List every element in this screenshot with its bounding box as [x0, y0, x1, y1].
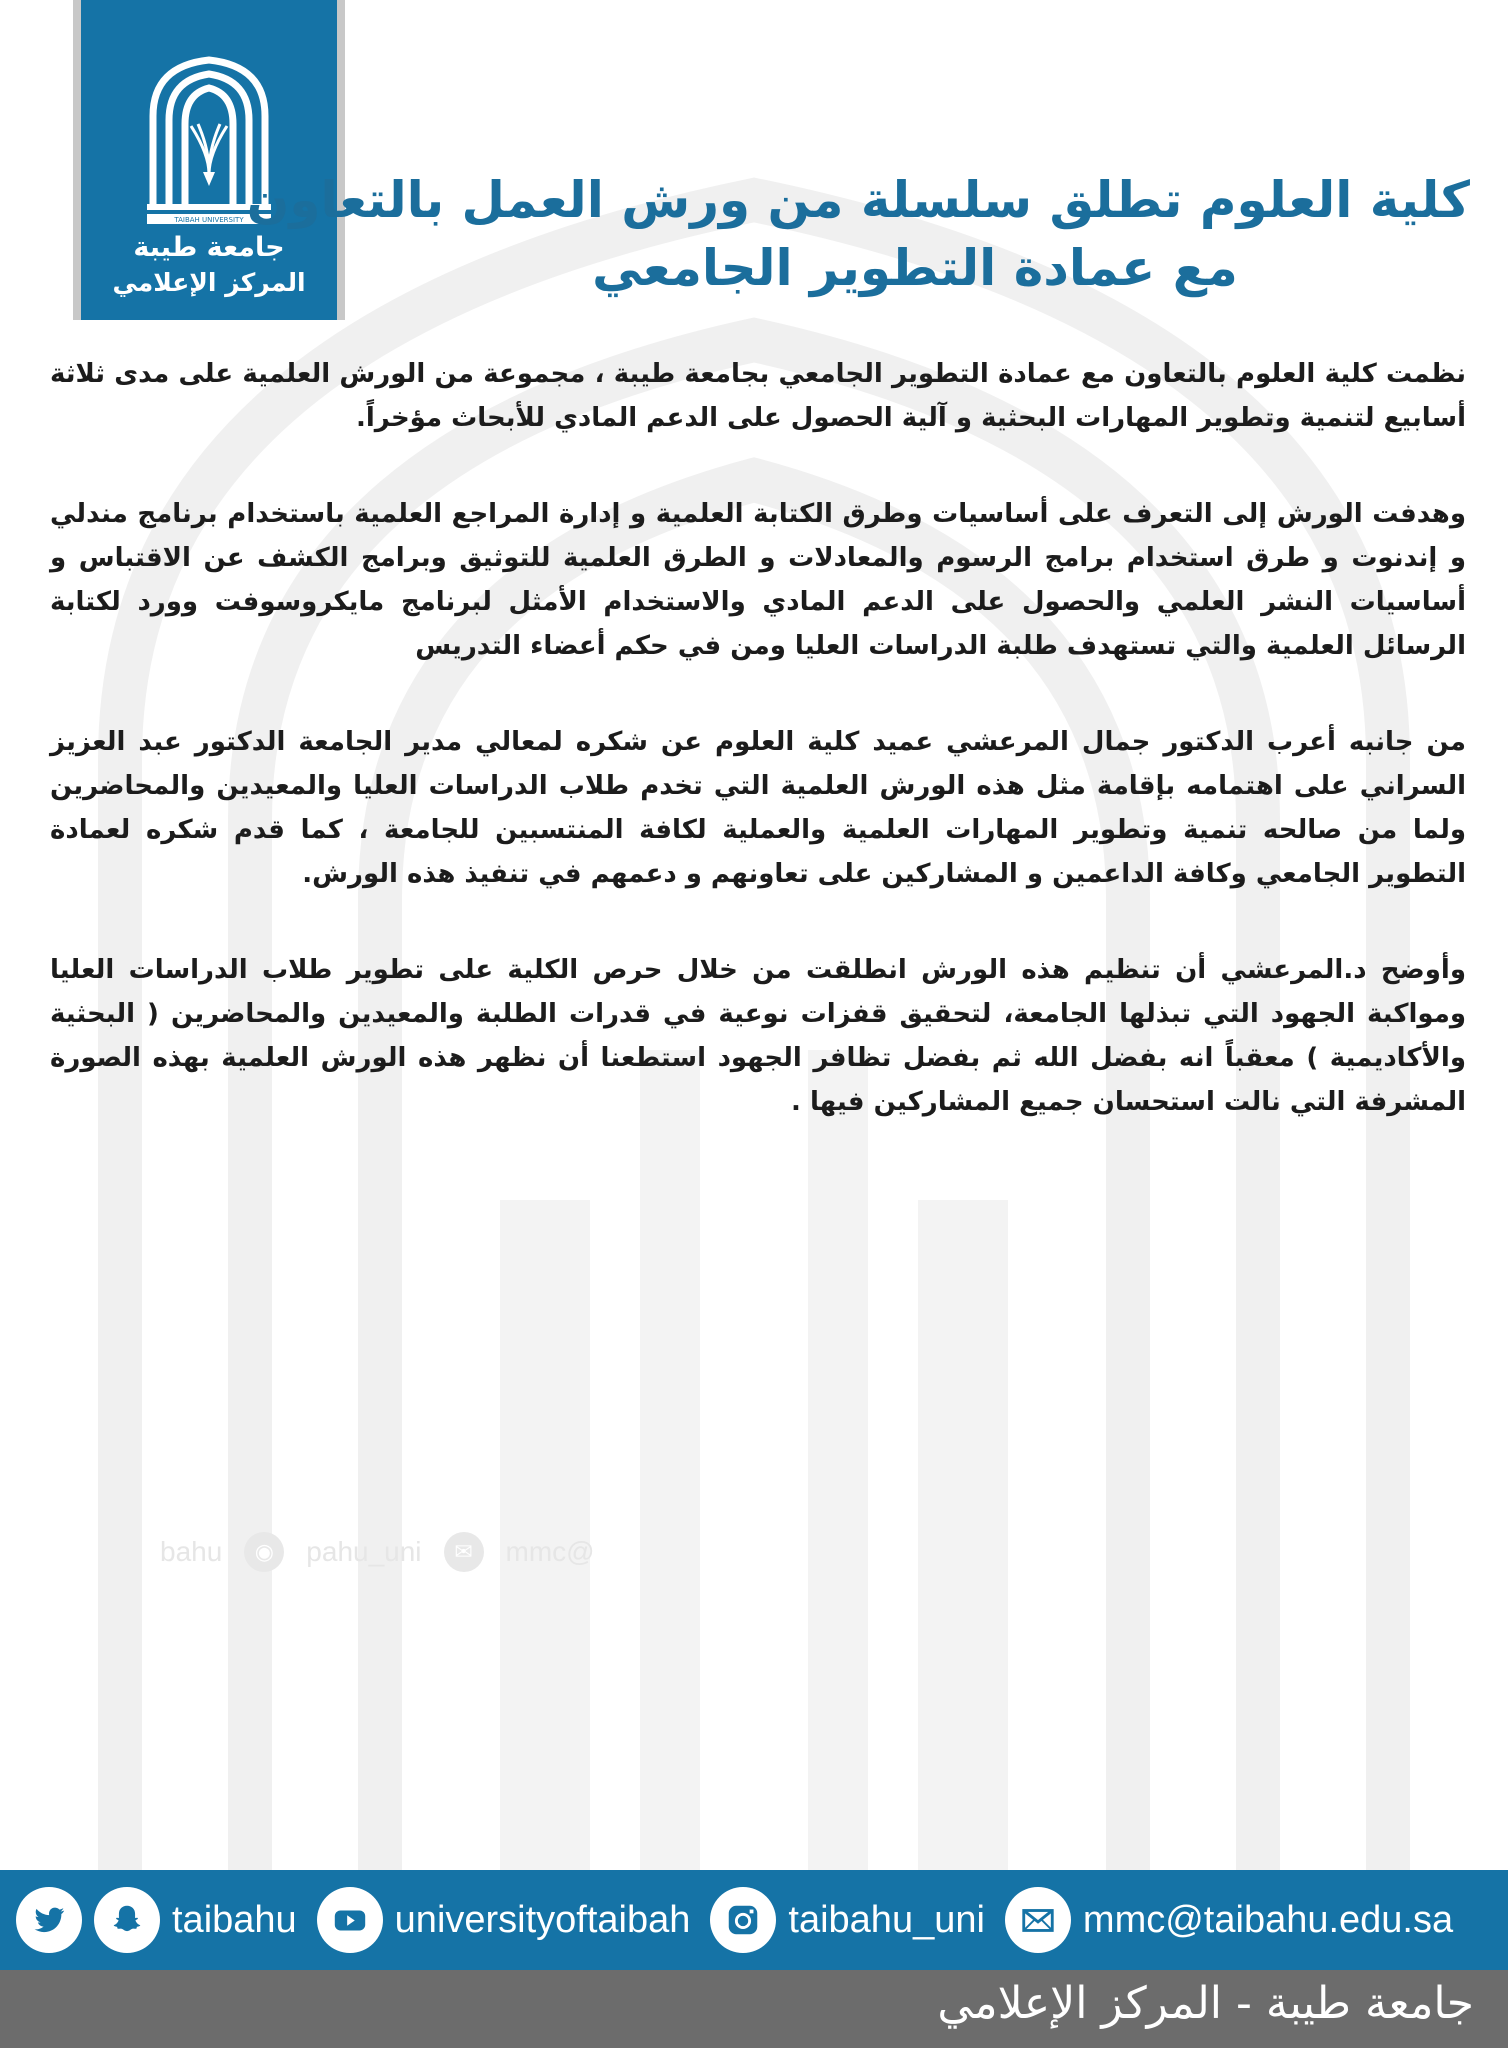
faded-handle-3: mmc@ [505, 1536, 595, 1567]
logo-box [73, 0, 345, 320]
article-paragraph-4: وأوضح د.المرعشي أن تنظيم هذه الورش انطلقت من خلال حرص الكلية على تطوير طلاب الدراسات العليا ومواكبة الجهود التي تبذلها الجامعة، لتحقيق قفزات نوعية في قدرات الطلبة والمعيدين والمحاضرين ( البحثية والأكاديمية ) معقباً انه بفضل الله ثم بفضل تظافر الجهود استطعنا أن نظهر هذه الورش العلمية بهذه الصورة المشرفة التي نالت استحسان جميع المشاركين فيها . [50, 955, 1466, 1117]
page-title [246, 166, 1470, 302]
article-paragraph-1: نظمت كلية العلوم بالتعاون مع عمادة التطوير الجامعي بجامعة طيبة ، مجموعة من الورش العلمية على مدى ثلاثة أسابيع لتنمية وتطوير المهارات البحثية و آلية الحصول على الدعم المادي للأبحاث مؤخراً. [50, 359, 1466, 433]
svg-text:TAIBAH UNIVERSITY: TAIBAH UNIVERSITY [174, 216, 244, 224]
article-paragraph-2: وهدفت الورش إلى التعرف على أساسيات وطرق الكتابة العلمية و إدارة المراجع العلمية باستخدام برنامج مندلي و إندنوت و طرق استخدام برامج الرسوم والمعادلات و الطرق العلمية للتوثيق وبرامج الكشف عن الاقتباس و أساسيات النشر العلمي والحصول على الدعم المادي والاستخدام الأمثل لبرنامج مايكروسوفت وورد لكتابة الرسائل العلمية والتي تستهدف طلبة الدراسات العليا ومن في حكم أعضاء التدريس [50, 499, 1466, 661]
twitter-icon[interactable] [16, 1887, 82, 1953]
faded-handle-1: bahu [160, 1536, 223, 1567]
faded-social-row [160, 1532, 595, 1572]
title-line-2: مع عمادة التطوير الجامعي [592, 239, 1238, 297]
youtube-icon[interactable] [317, 1887, 383, 1953]
footer-org-name: جامعة طيبة - المركز الإعلامي [937, 1978, 1474, 2029]
faded-handle-2: pahu_uni [306, 1536, 422, 1567]
article-body [50, 352, 1466, 1176]
title-line-1: كلية العلوم تطلق سلسلة من ورش العمل بالتعاون [246, 171, 1470, 229]
email-icon[interactable] [1005, 1887, 1071, 1953]
instagram-handle[interactable]: taibahu_uni [788, 1898, 985, 1941]
twitter-snapchat-handle[interactable]: taibahu [172, 1898, 297, 1941]
faded-instagram-icon: ◉ [244, 1532, 284, 1572]
instagram-icon[interactable] [710, 1887, 776, 1953]
footer-social-bar [0, 1870, 1508, 1970]
email-address[interactable]: mmc@taibahu.edu.sa [1082, 1898, 1454, 1941]
logo-text-line-2: المركز الإعلامي [112, 268, 306, 297]
logo-text-line-1: جامعة طيبة [133, 232, 285, 263]
youtube-handle[interactable]: universityoftaibah [394, 1898, 691, 1941]
article-paragraph-3: من جانبه أعرب الدكتور جمال المرعشي عميد كلية العلوم عن شكره لمعالي مدير الجامعة الدكتور عبد العزيز السراني على اهتمامه بإقامة مثل هذه الورش العلمية التي تخدم طلاب الدراسات العليا والمعيدين والمحاضرين ولما من صالحه تنمية وتطوير المهارات العلمية والعملية لكافة المنتسبين للجامعة ، كما قدم شكره لعمادة التطوير الجامعي وكافة الداعمين و المشاركين على تعاونهم و دعمهم في تنفيذ هذه الورش. [50, 727, 1466, 889]
snapchat-icon[interactable] [94, 1887, 160, 1953]
faded-email-icon: ✉ [444, 1532, 484, 1572]
footer-org-bar [0, 1970, 1508, 2048]
